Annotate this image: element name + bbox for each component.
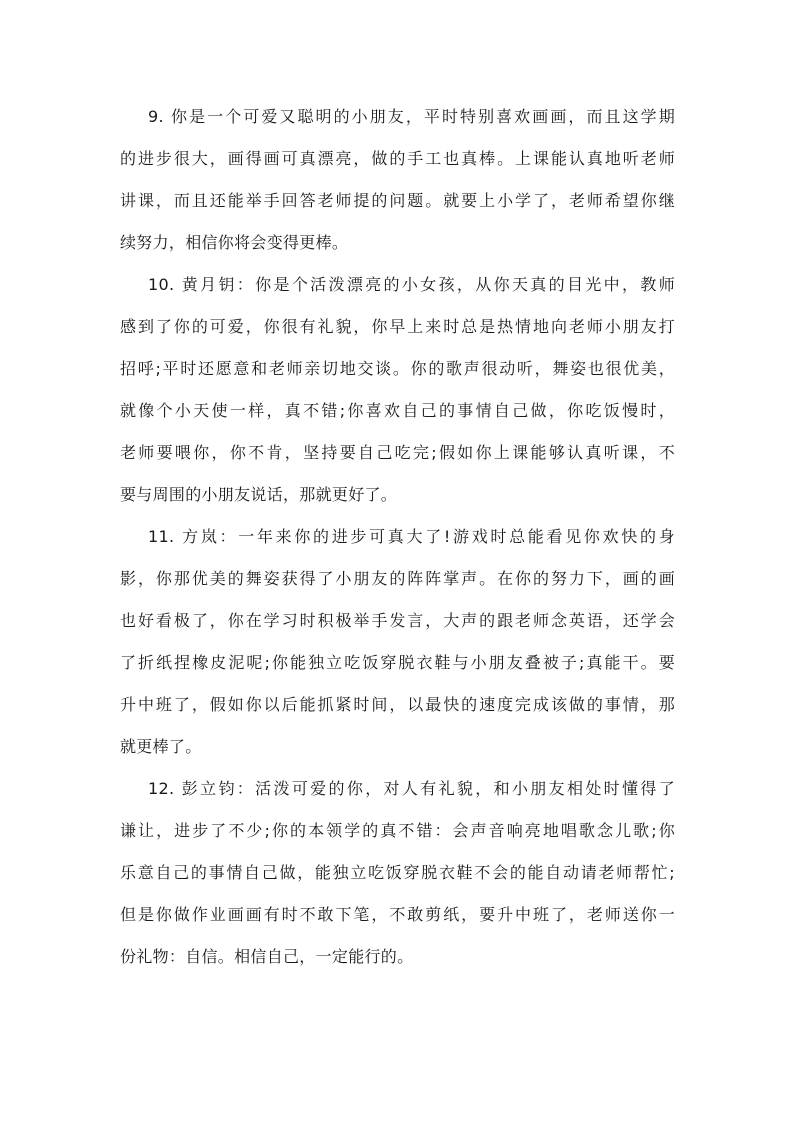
text-line: 但是你做作业画画有时不敢下笔，不敢剪纸，要升中班了，老师送你一 [120, 905, 675, 924]
text-line: 老师要喂你，你不肯，坚持要自己吃完;假如你上课能够认真听课，不 [120, 443, 675, 462]
text-line: 谦让，进步了不少;你的本领学的真不错：会声音响亮地唱歌念儿歌;你 [120, 821, 675, 840]
document-body [120, 96, 675, 978]
text-line: 续努力，相信你将会变得更棒。 [120, 233, 349, 252]
text-line: 9. 你是一个可爱又聪明的小朋友，平时特别喜欢画画，而且这学期 [148, 107, 675, 126]
text-line: 招呼;平时还愿意和老师亲切地交谈。你的歌声很动听，舞姿也很优美， [120, 359, 675, 378]
text-line: 的进步很大，画得画可真漂亮，做的手工也真棒。上课能认真地听老师 [120, 149, 675, 168]
text-line: 就更棒了。 [120, 737, 202, 756]
text-line: 就像个小天使一样，真不错;你喜欢自己的事情自己做，你吃饭慢时， [120, 401, 675, 420]
paragraph-11 [120, 516, 675, 768]
text-line: 份礼物：自信。相信自己，一定能行的。 [120, 947, 414, 966]
text-line: 乐意自己的事情自己做，能独立吃饭穿脱衣鞋不会的能自动请老师帮忙; [120, 863, 675, 882]
paragraph-10 [120, 264, 675, 516]
text-line: 影，你那优美的舞姿获得了小朋友的阵阵掌声。在你的努力下，画的画 [120, 569, 675, 588]
text-line: 讲课，而且还能举手回答老师提的问题。就要上小学了，老师希望你继 [120, 191, 675, 210]
text-line: 也好看极了，你在学习时积极举手发言，大声的跟老师念英语，还学会 [120, 611, 675, 630]
paragraph-12 [120, 768, 675, 978]
text-line: 10. 黄月钥：你是个活泼漂亮的小女孩，从你天真的目光中，教师 [148, 275, 675, 294]
text-line: 要与周围的小朋友说话，那就更好了。 [120, 485, 398, 504]
text-line: 了折纸捏橡皮泥呢;你能独立吃饭穿脱衣鞋与小朋友叠被子;真能干。要 [120, 653, 675, 672]
paragraph-9 [120, 96, 675, 264]
text-line: 升中班了，假如你以后能抓紧时间，以最快的速度完成该做的事情，那 [120, 695, 675, 714]
text-line: 12. 彭立钧：活泼可爱的你，对人有礼貌，和小朋友相处时懂得了 [148, 779, 675, 798]
text-line: 感到了你的可爱，你很有礼貌，你早上来时总是热情地向老师小朋友打 [120, 317, 675, 336]
text-line: 11. 方岚：一年来你的进步可真大了!游戏时总能看见你欢快的身 [148, 527, 675, 546]
